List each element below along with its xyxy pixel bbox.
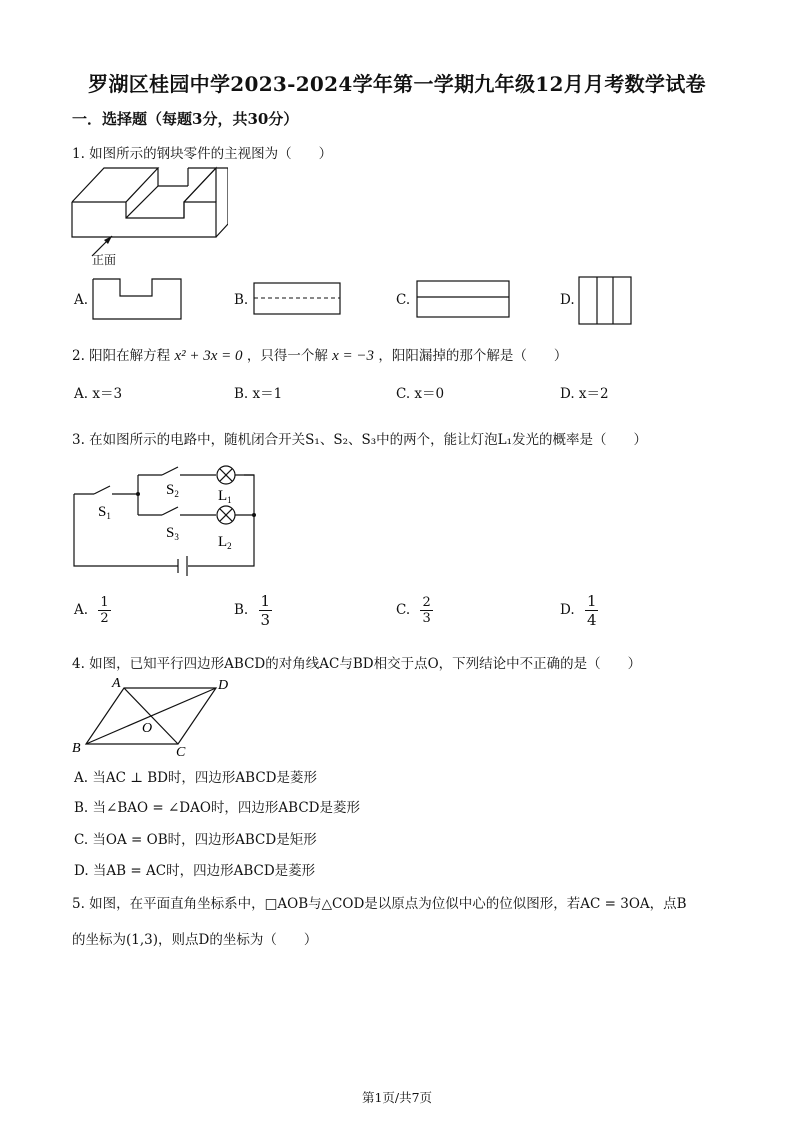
q3-option-c-fraction	[420, 595, 432, 626]
page-footer: 第1页/共7页	[361, 1090, 433, 1105]
q1-option-a-label: A.	[74, 292, 89, 308]
circuit-l2-label: $L_2$	[218, 534, 232, 551]
circuit-s1-label: $S_1$	[98, 504, 111, 521]
question-5-line1: 5. 如图，在平面直角坐标系中，□AOB与△COD是以原点为位似中心的位似图形，若AC = 3OA，点B	[72, 896, 687, 912]
q3-option-a-num: 1	[100, 595, 109, 610]
q4-option-d: D. 当AB = AC时，四边形ABCD是菱形	[74, 863, 316, 879]
q2-root: x = −3	[332, 348, 375, 364]
q3-option-d-num: 1	[586, 592, 597, 610]
point-o-label: O	[142, 721, 153, 736]
q1-front-label: 正面	[92, 253, 117, 267]
q4-option-a: A. 当AC ⊥ BD时，四边形ABCD是菱形	[74, 770, 318, 786]
q2-prefix: 2. 阳阳在解方程	[72, 348, 171, 364]
q3-option-c-num: 2	[422, 595, 431, 610]
q3-option-c	[396, 595, 433, 626]
q4-option-b: B. 当∠BAO = ∠DAO时，四边形ABCD是菱形	[74, 800, 360, 816]
q3-option-d	[560, 592, 598, 629]
q3-option-b-fraction	[259, 592, 273, 629]
q1-option-b-figure	[253, 282, 343, 316]
q4-option-c: C. 当OA = OB时，四边形ABCD是矩形	[74, 832, 317, 848]
q1-option-b-label: B.	[234, 292, 249, 308]
circuit-s3-label: $S_3$	[166, 525, 179, 542]
q3-option-b	[234, 592, 272, 629]
q3-option-d-fraction	[585, 592, 599, 629]
q2-equation: x² + 3x = 0	[174, 348, 243, 364]
section-heading: 一．选择题（每题3分，共30分）	[72, 110, 299, 128]
q3-option-b-label: B.	[234, 602, 249, 618]
point-a-label: A	[112, 676, 121, 691]
q1-option-d-figure	[578, 276, 634, 326]
q2-option-d: D. x＝2	[560, 386, 609, 402]
point-c-label: C	[176, 745, 186, 758]
q3-option-c-label: C.	[396, 602, 411, 618]
q3-option-d-den: 4	[586, 611, 597, 629]
q2-option-c: C. x＝0	[396, 386, 445, 402]
q3-circuit-figure	[66, 460, 266, 580]
q2-option-b: B. x＝1	[234, 386, 283, 402]
point-d-label: D	[218, 678, 229, 693]
q3-option-a-label: A.	[74, 602, 89, 618]
question-4-text: 4. 如图，已知平行四边形ABCD的对角线AC与BD相交于点O，下列结论中不正确的是（ ）	[72, 656, 642, 672]
circuit-l1-label: $L_1$	[218, 488, 232, 505]
q3-option-a	[74, 595, 111, 626]
q3-option-a-fraction	[98, 595, 110, 626]
point-b-label: B	[72, 741, 81, 756]
page-title: 罗湖区桂园中学2023-2024学年第一学期九年级12月月考数学试卷	[88, 72, 706, 96]
q1-option-c-figure	[416, 280, 512, 320]
q3-option-b-den: 3	[260, 611, 271, 629]
q3-option-d-label: D.	[560, 602, 575, 618]
q2-suffix: ，阳阳漏掉的那个解是（ ）	[378, 348, 568, 364]
question-5-line2: 的坐标为(1,3)，则点D的坐标为（ ）	[72, 932, 318, 948]
q3-option-a-den: 2	[100, 611, 109, 626]
q4-parallelogram-figure	[66, 672, 246, 758]
q3-option-c-den: 3	[422, 611, 431, 626]
q2-option-a: A. x＝3	[74, 386, 123, 402]
q1-option-d-label: D.	[560, 292, 575, 308]
question-2-text	[72, 344, 567, 365]
q3-option-b-num: 1	[260, 592, 271, 610]
q1-option-a-figure	[92, 278, 184, 322]
q2-middle: ，只得一个解	[246, 348, 328, 364]
q1-option-c-label: C.	[396, 292, 411, 308]
question-1-text: 1. 如图所示的钢块零件的主视图为（ ）	[72, 146, 333, 162]
question-3-text: 3. 在如图所示的电路中，随机闭合开关S₁、S₂、S₃中的两个，能让灯泡L₁发光的概率是（ ）	[72, 432, 648, 448]
circuit-s2-label: $S_2$	[166, 482, 179, 499]
